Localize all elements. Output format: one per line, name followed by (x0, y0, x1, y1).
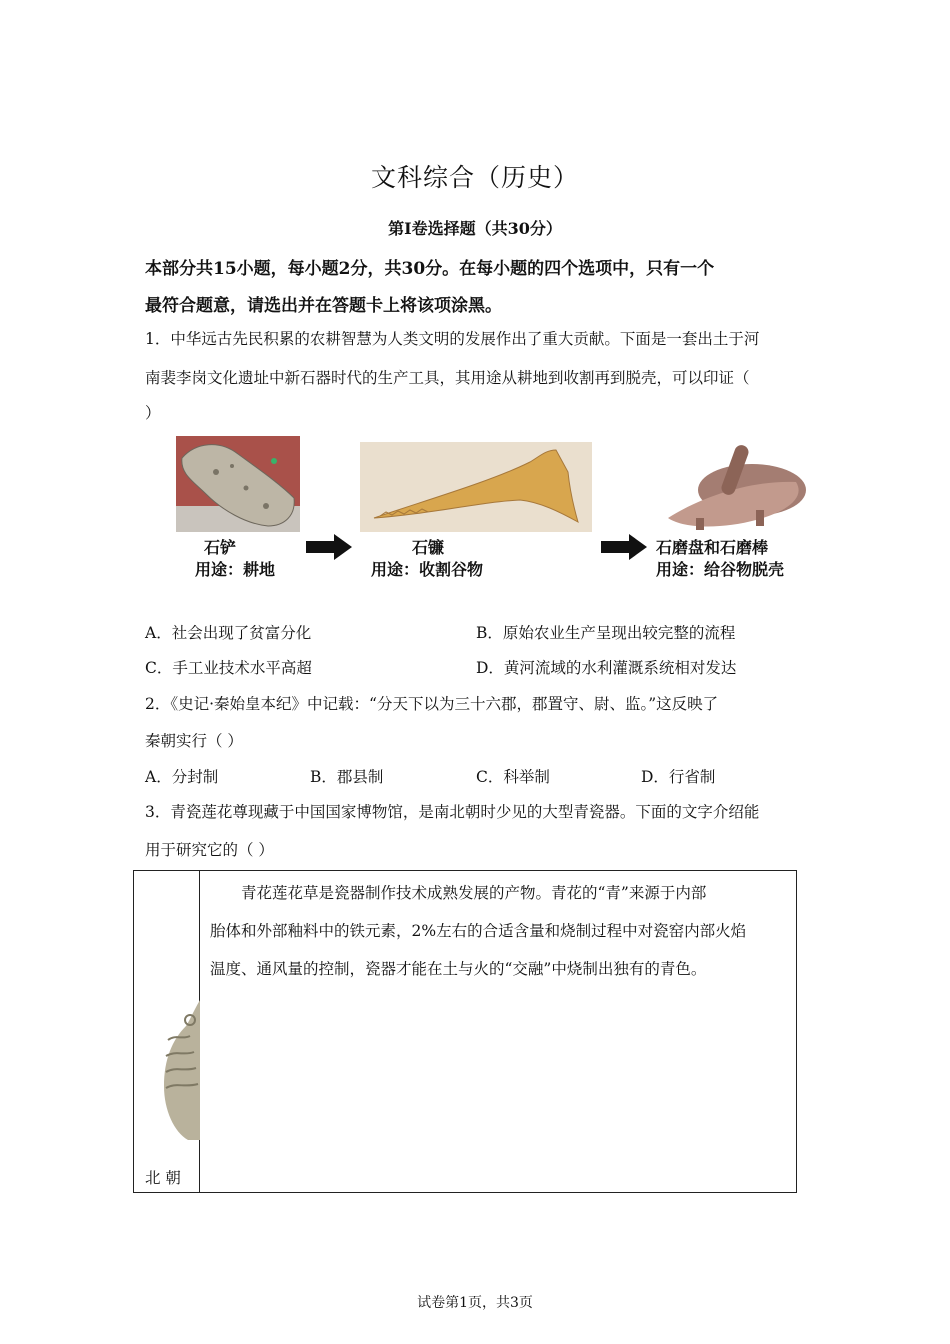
section-title: 第I卷选择题（共30分） (388, 219, 562, 238)
q1-option-d[interactable]: D．黄河流域的水利灌溉系统相对发达 (476, 659, 737, 677)
arrow-right-icon (306, 534, 352, 560)
figure-caption-grinding: 石磨盘和石磨棒 (656, 538, 769, 557)
table-text-line-3: 温度、通风量的控制，瓷器才能在土与火的“交融”中烧制出独有的青色。 (210, 960, 707, 978)
table-text-line-1: 青花莲花草是瓷器制作技术成熟发展的产物。青花的“青”来源于内部 (241, 884, 707, 902)
figure-use-grinding: 用途：给谷物脱壳 (656, 560, 785, 579)
figure-caption-sickle: 石镰 (412, 538, 445, 557)
page-footer: 试卷第1页，共3页 (417, 1295, 533, 1311)
figure-use-shovel: 用途：耕地 (195, 560, 276, 579)
q1-stem-line-1: 1．中华远古先民积累的农耕智慧为人类文明的发展作出了重大贡献。下面是一套出土于河 (145, 330, 760, 348)
arrow-right-icon (601, 534, 647, 560)
stone-shovel-image (176, 436, 300, 532)
q1-stem-line-2: 南裴李岗文化遗址中新石器时代的生产工具，其用途从耕地到收割再到脱壳，可以印证（ (145, 369, 750, 387)
q2-option-b[interactable]: B．郡县制 (310, 768, 384, 786)
grinding-slab-image (656, 440, 808, 532)
q3-stem-line-1: 3．青瓷莲花尊现藏于中国国家博物馆，是南北朝时少见的大型青瓷器。下面的文字介绍能 (145, 803, 760, 821)
q2-option-d[interactable]: D．行省制 (641, 768, 716, 786)
q1-option-c[interactable]: C．手工业技术水平高超 (145, 659, 312, 677)
table-left-label: 北 朝 (145, 1169, 181, 1187)
q2-option-c[interactable]: C．科举制 (476, 768, 550, 786)
q2-stem-line-1: 2．《史记·秦始皇本纪》中记载：“分天下以为三十六郡，郡置守、尉、监。”这反映了 (145, 695, 719, 713)
q2-stem-line-2: 秦朝实行（ ） (145, 732, 243, 750)
celadon-vase-image (160, 1000, 200, 1140)
q2-option-a[interactable]: A．分封制 (145, 768, 219, 786)
instructions-line-1: 本部分共15小题，每小题2分，共30分。在每小题的四个选项中，只有一个 (145, 259, 715, 279)
table-text-line-2: 胎体和外部釉料中的铁元素，2%左右的合适含量和烧制过程中对瓷窑内部火焰 (210, 922, 747, 940)
figure-use-sickle: 用途：收割谷物 (371, 560, 484, 579)
q3-stem-line-2: 用于研究它的（ ） (145, 841, 274, 859)
q1-option-b[interactable]: B．原始农业生产呈现出较完整的流程 (476, 624, 736, 642)
page-title: 文科综合（历史） (370, 163, 579, 192)
q1-stem-line-3: ） (145, 404, 161, 422)
stone-sickle-image (360, 442, 592, 532)
figure-caption-shovel: 石铲 (204, 538, 237, 557)
instructions-line-2: 最符合题意，请选出并在答题卡上将该项涂黑。 (145, 296, 502, 316)
q1-option-a[interactable]: A．社会出现了贫富分化 (145, 624, 312, 642)
